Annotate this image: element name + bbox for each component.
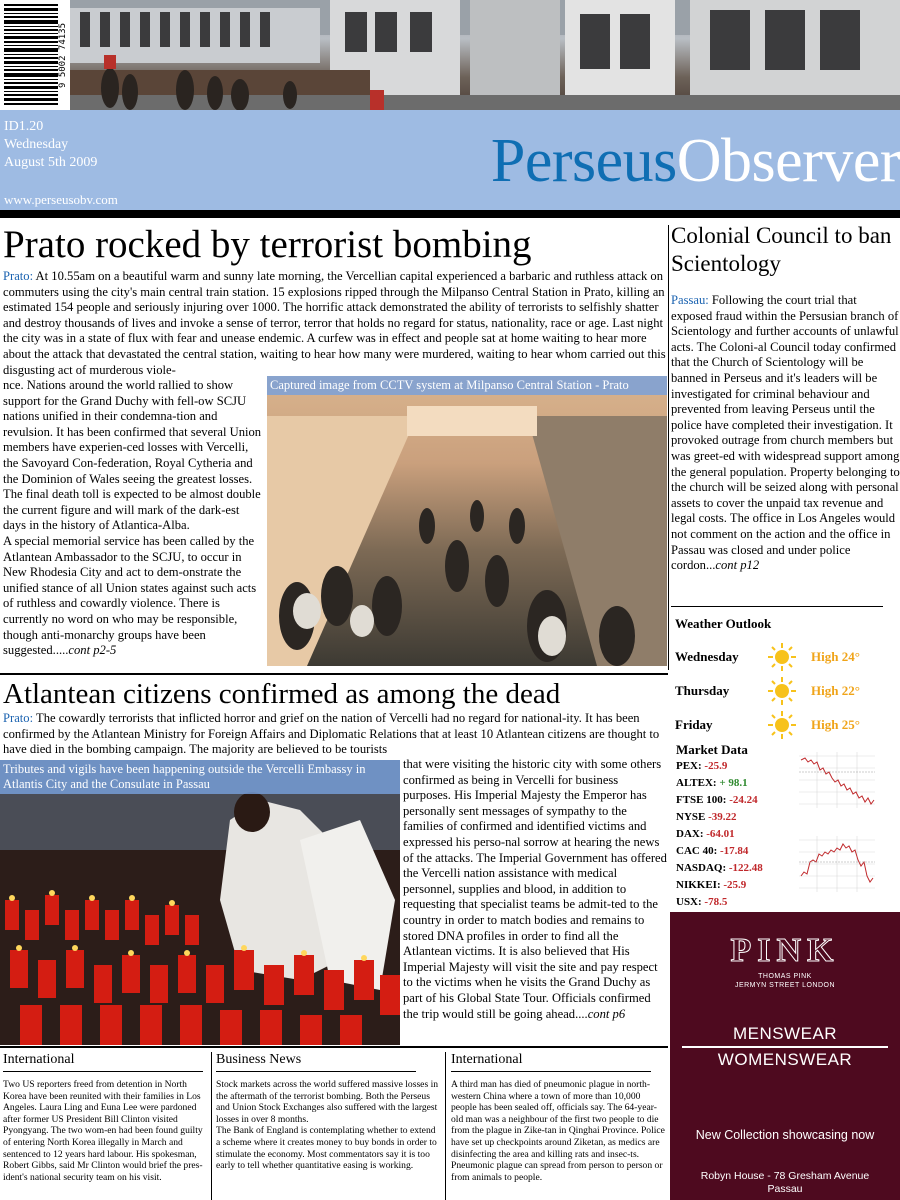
lead-story-paragraph-2-text: A special memorial service has been called by the Atlantean Ambassador to the SCJU, to occur in New Rhodesia City and act to dem-onstrate the unified stance of all Union states against such acts of ruthless and cowardly violence. There is currently no word on who may be responsible, though anti-monarchy groups have been suggested..... xyxy=(3,533,257,658)
market-row xyxy=(676,828,735,840)
train-wreck-photo xyxy=(0,0,900,110)
brief-body: A third man has died of pneumonic plague in north-western China where a town of more than 10,000 people has been sealed off, officials say. The 64-year-old man was a neighbour of the first two people to die from the plague in Zike-tan in Qinghai Province. Police have set up checkpoints around Ziketan, as medics are disinfecting the area and killing rats and insec-ts. Pneumonic plague can spread from person to person or from animals to people. xyxy=(451,1079,665,1183)
market-row xyxy=(676,879,746,891)
vigil-photo xyxy=(0,760,400,1045)
lead-story-body xyxy=(3,269,667,378)
market-index-change: -78.5 xyxy=(704,896,728,908)
brief-title: International xyxy=(3,1052,75,1067)
lead-story-divider xyxy=(0,673,668,675)
scientology-divider xyxy=(671,606,883,607)
market-index-change: -25.9 xyxy=(723,879,747,891)
ad-divider xyxy=(682,1046,888,1048)
masthead xyxy=(0,110,900,210)
second-story-body xyxy=(3,711,667,758)
sun-icon xyxy=(767,642,797,672)
market-sparkline-2 xyxy=(787,832,877,900)
second-story-paragraph: The cowardly terrorists that inflicted horror and grief on the nation of Vercelli had no regard for national-ity. It has been confirmed by the Atlantean Ministry for Foreign Affairs and Diplomatic Relations that at least 10 Atlantean citizens are thought to have died in the bombing campaign. The majority are believed to be tourists xyxy=(3,711,660,757)
lead-story-paragraph-1-continued: nce. Nations around the world rallied to show support for the Grand Duchy with fell-ow SCJU nations unified in their condemna-tion and revulsion. It has been confirmed that several Union members have experien-ced losses with Vercelli, the Savoyard Con-federation, Royal Cytheria and the Dominion of Wales seeing the greatest losses. The final death toll is expected to be almost double the current figure and will mark of the dark-est days in the history of Atlantica-Alba. xyxy=(3,378,262,533)
market-title: Market Data xyxy=(676,742,748,757)
brief-title: Business News xyxy=(216,1052,302,1067)
ad-address: Robyn House - 78 Gresham Avenue xyxy=(700,1170,870,1182)
barcode-bars xyxy=(4,4,58,106)
candle-vigil-illustration xyxy=(0,760,400,1045)
market-index-change: -17.84 xyxy=(720,845,749,857)
weather-day: Wednesday xyxy=(675,649,739,664)
second-story-paragraph-continued: that were visiting the historic city with some others confirmed as being in Vercelli for business purposes. His Imperial Majesty the Emperor has personally sent messages of sympathy to the families of confirmed and identified victims and expressed his perso-nal sorrow at hearing the news of the attacks. The Imperial Government has offered the Vercelli nation assistance with medical personnel, supplies and blood, in addition to requesting that specialist teams be admit-ted to the country in order to match bodies and remains to stored DNA profiles in order to find all the Atlantean victims. It is also believed that His Imperial Majesty will visit the site and pay respect to the victims when he visits the Grand Duchy as part of his Global State Tour. Officials confirmed the trip would still be going ahead.... xyxy=(403,757,667,1021)
vigil-photo-caption: Tributes and vigils have been happening outside the Vercelli Embassy in Atlantis City and the Consulate in Passau xyxy=(0,760,400,794)
sun-icon xyxy=(767,676,797,706)
market-row xyxy=(676,896,727,908)
scientology-story-body xyxy=(671,293,900,574)
brief-international-2 xyxy=(451,1049,667,1200)
market-row xyxy=(676,811,737,823)
weather-day: Thursday xyxy=(675,683,730,698)
ad-brand-subtitle: THOMAS PINK xyxy=(758,973,812,980)
weather-row xyxy=(675,676,900,706)
market-index-name: NASDAQ: xyxy=(676,862,729,874)
weather-title: Weather Outlook xyxy=(675,616,772,631)
cctv-photo-caption: Captured image from CCTV system at Milpanso Central Station - Prato xyxy=(267,376,667,395)
column-divider xyxy=(668,225,669,670)
market-data xyxy=(671,742,900,912)
ad-brand-location: JERMYN STREET LONDON xyxy=(734,982,836,989)
brief-divider xyxy=(451,1071,651,1072)
market-index-change: -25.9 xyxy=(704,760,728,772)
ad-womenswear: WOMENSWEAR xyxy=(717,1050,853,1069)
market-index-name: FTSE 100: xyxy=(676,794,727,806)
weather-row xyxy=(675,642,900,672)
sun-icon xyxy=(767,710,797,740)
brief-column-divider xyxy=(445,1052,446,1200)
ad-tagline: New Collection showcasing now xyxy=(695,1128,875,1142)
market-row xyxy=(676,777,748,789)
dateline-place: Passau: xyxy=(671,293,709,307)
market-index-name: PEX: xyxy=(676,760,702,772)
cctv-station-illustration xyxy=(267,376,667,666)
brief-divider xyxy=(216,1071,416,1072)
lead-story-column xyxy=(3,378,265,659)
market-index-name: NIKKEI: xyxy=(676,879,721,891)
market-index-name: USX: xyxy=(676,896,702,908)
brief-business-news xyxy=(216,1049,442,1200)
weather-day: Friday xyxy=(675,717,713,732)
weather-high: High 22° xyxy=(811,683,860,698)
brief-divider xyxy=(3,1071,203,1072)
lead-story-paragraph-2 xyxy=(3,534,265,659)
weather-high: High 24° xyxy=(811,649,860,664)
newspaper-title xyxy=(491,128,900,194)
market-index-change: + 98.1 xyxy=(719,777,748,789)
lead-headline: Prato rocked by terrorist bombing xyxy=(3,223,532,266)
brief-body: Two US reporters freed from detention in North Korea have been reunited with their families in Los Angeles. Laura Ling and Euna Lee were pardoned after former US President Bill Clinton visited Pyongyang. The two wom-en had been found guilty of entering North Korea illegally in March and sentenced to 12 years hard labour. His spokesman, Robert Gibbs, said Mr Clinton would brief the pres-ident's national security team on his visit. xyxy=(3,1079,203,1183)
brief-body: Stock markets across the world suffered massive losses in the aftermath of the terrorist bombing. Both the Perseus and Union Stock Exchanges also suffered with the largest losses in over 8 months. The Bank of England is contemplating whether to extend a scheme where it creates money to buy bonds in order to stimulate the economy. Most commentators say it is too early to tell whether quantitative easing is working. xyxy=(216,1079,439,1172)
issue-info xyxy=(4,118,97,172)
second-story-divider xyxy=(0,1046,668,1048)
title-observer: Observer xyxy=(676,127,900,195)
issue-number: ID1.20 xyxy=(4,119,44,134)
second-headline: Atlantean citizens confirmed as among the dead xyxy=(3,678,561,710)
market-index-name: ALTEX: xyxy=(676,777,717,789)
continued-link[interactable]: cont p6 xyxy=(587,1006,626,1021)
lead-story-paragraph-1: At 10.55am on a beautiful warm and sunny late morning, the Vercellian capital experienced a barbaric and ruthless attack on commuters using the city's main central train station. 15 explosions ripped through the Milpanso Central Station in Prato, killing an estimated 154 people and seriously injuring over 1000. The horrific attack demonstrated the ability of terrorists to selfishly shatter and destroy thousands of lives and invoke a sense of terror, terror that holds no regard for status, nationality, race or age. Last night the city was in a state of flux with fear and unease endemic. A curfew was in effect and people sat at home waiting to hear more about the attack that devastated the central station, waiting to hear how many were murdered, waiting to hear whom carried out this disgusting act of murderous viole- xyxy=(3,269,666,377)
issue-weekday: Wednesday xyxy=(4,137,69,152)
title-perseus: Perseus xyxy=(490,127,677,195)
market-index-name: DAX: xyxy=(676,828,704,840)
market-index-change: -24.24 xyxy=(729,794,758,806)
market-row xyxy=(676,862,763,874)
brief-title: International xyxy=(451,1052,523,1067)
market-index-change: -39.22 xyxy=(708,811,737,823)
market-row xyxy=(676,794,758,806)
advertisement[interactable] xyxy=(670,912,900,1200)
market-sparkline-1 xyxy=(787,748,877,816)
train-wreck-illustration xyxy=(0,0,900,110)
market-index-name: CAC 40: xyxy=(676,845,718,857)
cctv-photo xyxy=(267,376,667,666)
issue-date: August 5th 2009 xyxy=(4,155,98,170)
barcode-digits: 9 5002 74135 xyxy=(58,22,68,88)
weather-high: High 25° xyxy=(811,717,860,732)
brief-column-divider xyxy=(211,1052,212,1200)
scientology-headline: Colonial Council to ban Scientology xyxy=(671,223,892,276)
weather-outlook xyxy=(671,612,900,742)
second-story-column xyxy=(403,757,667,1022)
market-index-change: -122.48 xyxy=(728,862,763,874)
weather-row xyxy=(675,710,900,740)
market-index-name: NYSE xyxy=(676,811,709,823)
dateline-place: Prato: xyxy=(3,711,34,725)
brief-international-1 xyxy=(3,1049,210,1200)
website-link[interactable]: www.perseusobv.com xyxy=(4,192,118,207)
market-row xyxy=(676,845,748,857)
market-index-change: -64.01 xyxy=(706,828,735,840)
continued-link[interactable]: cont p12 xyxy=(715,558,760,573)
market-row xyxy=(676,760,727,772)
barcode xyxy=(0,0,70,110)
dateline-place: Prato: xyxy=(3,269,34,283)
ad-menswear: MENSWEAR xyxy=(732,1024,838,1043)
continued-link[interactable]: cont p2-5 xyxy=(68,643,117,658)
scientology-story-paragraph: Following the court trial that exposed fraud within the Persusian branch of Scientology and further accounts of unlawful acts. The Coloni-al Council today confirmed that the Church of Scientology will be banned in Perseus and it's leaders will be investigated for criminal behaviour and prevented from leaving Perseus until the police have completed their investigation. It provoked outrage from church members but was greet-ed with widespread support among the general population. Property belonging to the church will be seized along with personal assets to cover the unpaid tax revenue and legal costs. The office in Los Angeles would not comment on the action and the office in Passau was closed and under police cordon... xyxy=(671,293,900,573)
ad-brand-logo: PINK xyxy=(730,932,840,969)
masthead-divider xyxy=(0,210,900,218)
ad-address-city: Passau xyxy=(767,1183,803,1195)
